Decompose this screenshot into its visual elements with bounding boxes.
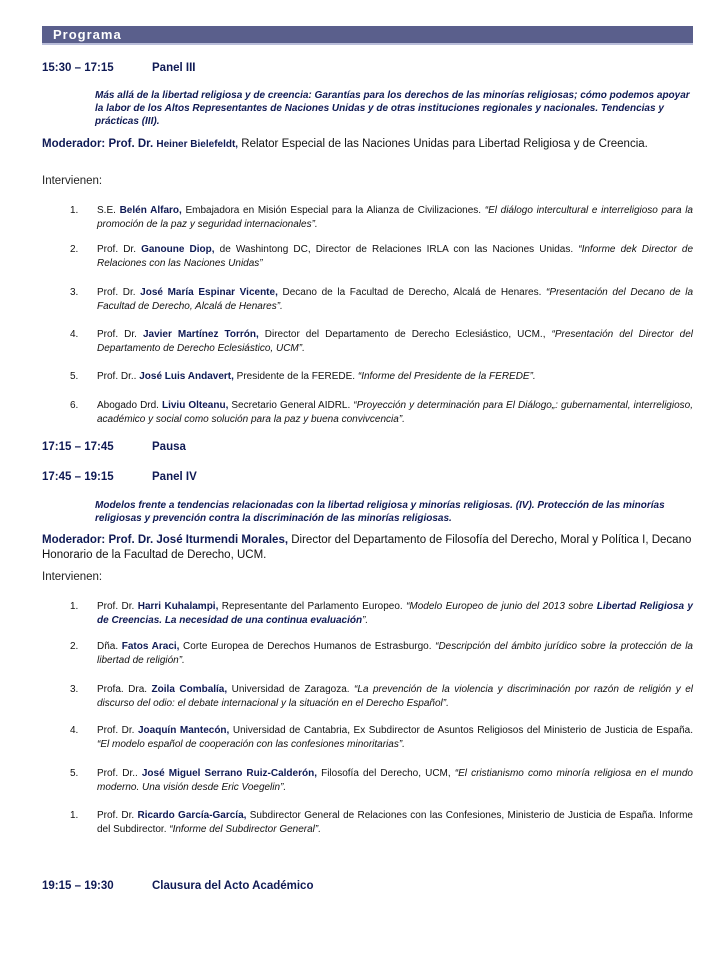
speaker-role: Embajadora en Misión Especial para la Alianza de Civilizaciones.: [181, 205, 485, 216]
item-text: [97, 370, 693, 384]
item-text: [97, 204, 693, 232]
speaker-role: Presidente de la FEREDE.: [233, 371, 358, 382]
speaker-title: Prof. Dr.: [97, 810, 138, 821]
clausura-heading: [42, 880, 313, 892]
speaker-role: Director del Departamento de Derecho Eclesiástico, UCM.,: [258, 329, 552, 340]
talk-title: “Modelo Europeo de junio del 2013 sobre: [406, 601, 597, 612]
panel3-moderator: [42, 137, 694, 152]
speaker-title: Prof. Dr.: [97, 287, 141, 298]
talk-title: “Proyección y determinación para El Diálogo„: gubernamental, interreligioso, académico y social como solución para la paz y buena convivcencia”.: [97, 400, 693, 425]
speaker-role: Universidad de Zaragoza.: [227, 684, 355, 695]
speaker-role: Filosofía del Derecho, UCM,: [316, 768, 455, 779]
speaker-name: Ganoune Diop,: [141, 244, 215, 255]
speaker-title: Profa. Dra.: [97, 684, 152, 695]
speaker-title: Prof. Dr.: [97, 244, 142, 255]
talk-title: “El modelo español de cooperación con las confesiones minoritarias”.: [97, 739, 405, 750]
speaker-title: S.E.: [97, 205, 120, 216]
item-text: [97, 286, 693, 314]
panel3-heading: [42, 62, 195, 74]
talk-title: “La prevención de la violencia y discriminación por razón de religión y el discurso del odio: el debate internacional y la situación en el Derecho Español”.: [97, 684, 693, 709]
speaker-title: Prof. Dr.: [97, 601, 138, 612]
talk-title: “Informe del Presidente de la FEREDE”.: [357, 371, 536, 382]
moderator-role: Director del Departamento de Filosofía del Derecho, Moral y Política I, Decano Honorario de la Facultad de Derecho, UCM.: [42, 534, 692, 561]
moderator-label: Moderador:: [42, 534, 106, 546]
item-number: 4.: [70, 329, 79, 340]
speaker-name: José Luis Andavert,: [139, 371, 234, 382]
talk-title: “El cristianismo como minoría religiosa en el mundo moderno. Una visión desde Eric Voegelin”.: [97, 768, 693, 793]
pausa-time: 17:15 – 17:45: [42, 441, 114, 453]
talk-title: “Informe dek Director de Relaciones con las Naciones Unidas”: [97, 244, 694, 269]
panel4-intervienen: Intervienen:: [42, 571, 103, 583]
speaker-name: Fatos Araci,: [121, 641, 180, 652]
item-text: [97, 809, 693, 837]
pausa-heading: [42, 441, 186, 453]
talk-title: “Informe del Subdirector General”.: [169, 824, 321, 835]
item-number: 2.: [70, 641, 79, 652]
talk-title: “Descripción del ámbito jurídico sobre la protección de la libertad de religión”.: [97, 641, 693, 666]
item-number: 2.: [70, 244, 79, 255]
moderator-title: Prof. Dr.: [108, 138, 154, 150]
item-text: [97, 724, 693, 752]
panel3-time: 15:30 – 17:15: [42, 62, 114, 74]
talk-title-emphasis: Libertad Religiosa y de Creencias. La necesidad de una continua evaluación: [97, 601, 693, 626]
clausura-time: 19:15 – 19:30: [42, 880, 114, 892]
panel4-title: Panel IV: [152, 471, 197, 483]
speaker-title: Prof. Dr.: [97, 329, 143, 340]
item-number: 1.: [70, 601, 79, 612]
speaker-title: Prof. Dr..: [97, 371, 140, 382]
talk-title-end: ”.: [362, 615, 369, 626]
item-text: [97, 640, 693, 668]
item-number: 5.: [70, 371, 79, 382]
item-text: [97, 328, 693, 356]
item-number: 4.: [70, 725, 79, 736]
speaker-name: Liviu Olteanu,: [161, 400, 229, 411]
speaker-name: Zoila Combalía,: [151, 684, 228, 695]
panel4-description: Modelos frente a tendencias relacionadas con la libertad religiosa y minorías religiosas. (IV). Protección de las minorías religiosas y prevención contra la discriminación de las minorías religiosas.: [95, 500, 665, 524]
moderator-label: Moderador:: [42, 138, 106, 150]
speaker-name: Javier Martínez Torrón,: [142, 329, 259, 340]
item-text: [97, 399, 693, 427]
pausa-title: Pausa: [152, 441, 186, 453]
panel3-intervienen: Intervienen:: [42, 175, 103, 187]
speaker-name: Belén Alfaro,: [119, 205, 182, 216]
speaker-role: Decano de la Facultad de Derecho, Alcalá de Henares.: [277, 287, 547, 298]
talk-title: “Presentación del Decano de la Facultad de Derecho, Alcalá de Henares”.: [97, 287, 694, 312]
item-number: 3.: [70, 684, 79, 695]
speaker-role: Subdirector General de Relaciones con las Confesiones, Ministerio de Justicia de España. Informe del Subdirector.: [97, 810, 693, 835]
speaker-title: Abogado Drd.: [97, 400, 162, 411]
speaker-name: José Miguel Serrano Ruiz-Calderón,: [141, 768, 317, 779]
speaker-name: Joaquín Mantecón,: [137, 725, 230, 736]
panel4-moderator: [42, 533, 694, 563]
item-number: 6.: [70, 400, 79, 411]
speaker-role: Representante del Parlamento Europeo.: [218, 601, 407, 612]
section-header: [42, 26, 693, 45]
panel3-title: Panel III: [152, 62, 196, 74]
speaker-role: de Washintong DC, Director de Relaciones IRLA con las Naciones Unidas.: [214, 244, 579, 255]
clausura-title: Clausura del Acto Académico: [152, 880, 314, 892]
section-title: Programa: [53, 27, 122, 42]
speaker-name: Harri Kuhalampi,: [137, 601, 219, 612]
moderator-name: Prof. Dr. José Iturmendi Morales,: [108, 534, 289, 546]
item-text: [97, 243, 693, 271]
speaker-title: Prof. Dr..: [97, 768, 142, 779]
speaker-title: Dña.: [97, 641, 122, 652]
speaker-title: Prof. Dr.: [97, 725, 138, 736]
speaker-role: Secretario General AIDRL.: [228, 400, 354, 411]
item-number: 1.: [70, 205, 79, 216]
panel4-heading: [42, 471, 197, 483]
moderator-role: Relator Especial de las Naciones Unidas para Libertad Religiosa y de Creencia.: [241, 138, 648, 150]
moderator-name: Heiner Bielefeldt,: [156, 139, 239, 150]
talk-title: “Presentación del Director del Departamento de Derecho Eclesiástico, UCM”.: [97, 329, 693, 354]
speaker-role: Corte Europea de Derechos Humanos de Estrasburgo.: [179, 641, 436, 652]
panel3-description: Más allá de la libertad religiosa y de creencia: Garantías para los derechos de las minorías religiosas; cómo podemos apoyar la labor de los Altos Representantes de Naciones Unidas y de otras instituciones regionales y nacionales. Tendencias y prácticas (III).: [95, 90, 690, 127]
item-text: [97, 600, 693, 628]
item-text: [97, 767, 693, 795]
speaker-role: Universidad de Cantabria, Ex Subdirector de Asuntos Religiosos del Ministerio de Justicia de España.: [229, 725, 694, 736]
speaker-name: José María Espinar Vicente,: [140, 287, 278, 298]
speaker-name: Ricardo García-García,: [137, 810, 247, 821]
item-number: 1.: [70, 810, 79, 821]
item-text: [97, 683, 693, 711]
item-number: 5.: [70, 768, 79, 779]
talk-title: “El diálogo intercultural e interreligioso para la promoción de la paz y seguridad internacionales”.: [97, 205, 693, 230]
item-number: 3.: [70, 287, 79, 298]
panel4-time: 17:45 – 19:15: [42, 471, 114, 483]
